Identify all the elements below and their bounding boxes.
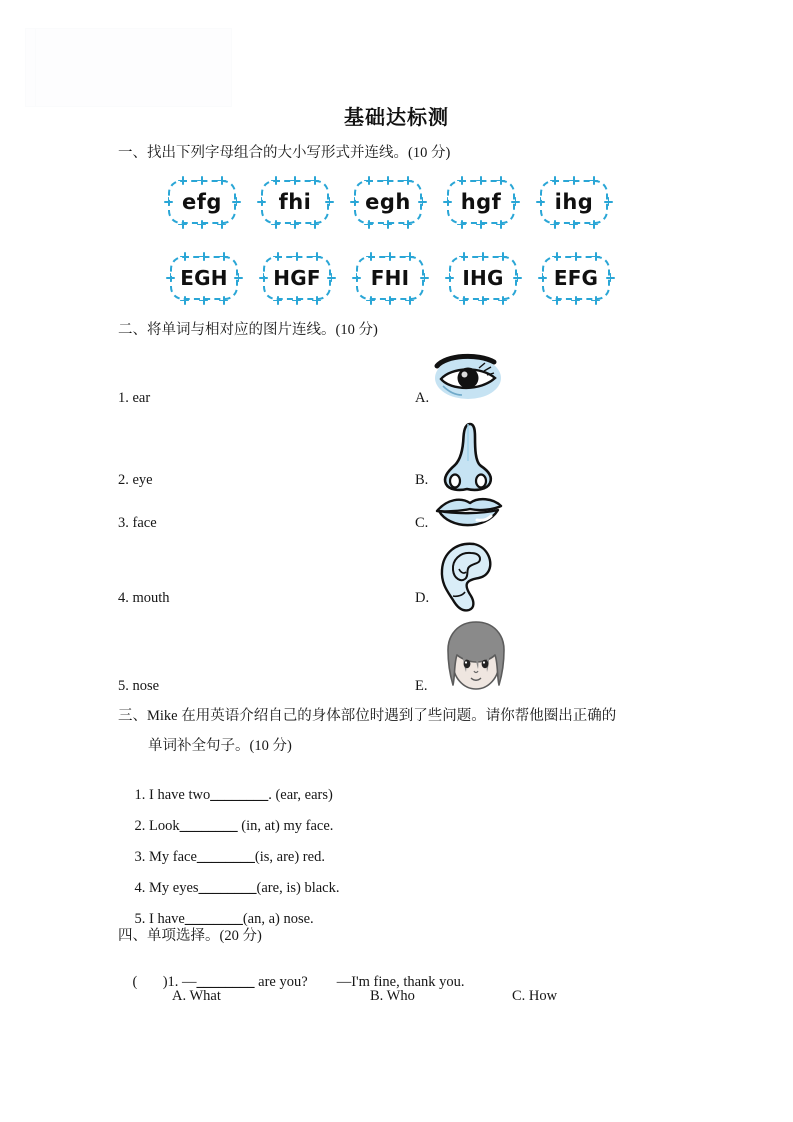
answer-blank[interactable]: ________ xyxy=(184,911,243,927)
sparkle-icon xyxy=(498,252,507,261)
sparkle-icon xyxy=(292,296,301,305)
sparkle-icon xyxy=(364,176,373,185)
sparkle-icon xyxy=(257,197,266,206)
sparkle-icon xyxy=(312,252,321,261)
stem-before: — xyxy=(182,974,197,990)
uppercase-card-3[interactable] xyxy=(356,256,424,300)
sparkle-icon xyxy=(290,176,299,185)
sparkle-icon xyxy=(496,220,505,229)
picture-label-d: D. xyxy=(415,590,430,606)
sparkle-icon xyxy=(180,296,189,305)
sparkle-icon xyxy=(310,176,319,185)
sparkle-icon xyxy=(457,220,466,229)
sparkle-icon xyxy=(178,220,187,229)
item-after: (is, are) red. xyxy=(254,849,325,865)
lowercase-card-3[interactable] xyxy=(354,180,422,224)
sparkle-icon xyxy=(445,273,454,282)
answer-blank[interactable]: ________ xyxy=(179,818,238,834)
option-a[interactable]: A. What xyxy=(172,988,221,1004)
lowercase-card-5[interactable] xyxy=(540,180,608,224)
sparkle-icon xyxy=(591,296,600,305)
section3-heading-line2: 单词补全句子。(10 分) xyxy=(148,738,292,754)
uppercase-card-5[interactable] xyxy=(542,256,610,300)
question-response: —I'm fine, thank you. xyxy=(336,974,465,990)
sparkle-icon xyxy=(552,252,561,261)
picture-label-e: E. xyxy=(415,678,428,694)
watermark-box xyxy=(25,28,232,107)
sparkle-icon xyxy=(271,220,280,229)
sparkle-icon xyxy=(459,252,468,261)
nose-picture xyxy=(437,421,499,498)
card-letters: HGF xyxy=(273,266,321,290)
sparkle-icon xyxy=(538,273,547,282)
sparkle-icon xyxy=(325,197,334,206)
option-b[interactable]: B. Who xyxy=(370,988,415,1004)
sparkle-icon xyxy=(312,296,321,305)
lowercase-card-4[interactable] xyxy=(447,180,515,224)
answer-blank[interactable]: ________ xyxy=(198,880,257,896)
option-c[interactable]: C. How xyxy=(512,988,558,1004)
eye-picture xyxy=(432,350,504,407)
uppercase-card-row xyxy=(170,256,610,300)
section1-heading: 一、找出下列字母组合的大小写形式并连线。(10 分) xyxy=(118,145,451,161)
card-letters: EFG xyxy=(553,266,599,290)
sparkle-icon xyxy=(199,296,208,305)
sparkle-icon xyxy=(219,252,228,261)
section3-heading-line1: 三、Mike 在用英语介绍自己的身体部位时遇到了些问题。请你帮他圈出正确的 xyxy=(118,708,617,724)
face-picture xyxy=(441,619,511,702)
sparkle-icon xyxy=(403,220,412,229)
item-after: (in, at) my face. xyxy=(237,818,334,834)
word-text: mouth xyxy=(132,590,170,606)
sparkle-icon xyxy=(197,176,206,185)
sparkle-icon xyxy=(366,296,375,305)
sparkle-icon xyxy=(352,273,361,282)
ear-picture xyxy=(434,540,498,619)
card-letters: efg xyxy=(182,190,222,214)
sparkle-icon xyxy=(232,197,241,206)
sparkle-icon xyxy=(259,273,268,282)
uppercase-card-2[interactable] xyxy=(263,256,331,300)
sparkle-icon xyxy=(219,296,228,305)
sparkle-icon xyxy=(178,176,187,185)
word-number: 5. xyxy=(118,678,129,694)
section2-heading: 二、将单词与相对应的图片连线。(10 分) xyxy=(118,322,378,338)
card-letters: EGH xyxy=(180,266,228,290)
sparkle-icon xyxy=(197,220,206,229)
sparkle-icon xyxy=(273,296,282,305)
sparkle-icon xyxy=(552,296,561,305)
item-number: 5. xyxy=(134,911,146,927)
word-item-4 xyxy=(118,590,170,607)
item-number: 3. xyxy=(134,849,146,865)
sparkle-icon xyxy=(403,176,412,185)
sparkle-icon xyxy=(606,273,615,282)
sparkle-icon xyxy=(513,273,522,282)
item-number: 2. xyxy=(134,818,146,834)
section4-heading: 四、单项选择。(20 分) xyxy=(118,928,262,944)
word-item-2 xyxy=(118,472,153,489)
sparkle-icon xyxy=(478,296,487,305)
word-text: ear xyxy=(132,390,151,406)
item-before: I have two xyxy=(149,787,211,803)
item-before: Look xyxy=(149,818,180,834)
sparkle-icon xyxy=(271,176,280,185)
item-number: 4. xyxy=(134,880,146,896)
word-item-5 xyxy=(118,678,159,695)
page-title: 基础达标测 xyxy=(344,105,449,129)
word-item-1 xyxy=(118,390,150,407)
sparkle-icon xyxy=(511,197,520,206)
sparkle-icon xyxy=(383,176,392,185)
word-text: nose xyxy=(132,678,160,694)
sparkle-icon xyxy=(199,252,208,261)
sparkle-icon xyxy=(591,252,600,261)
sparkle-icon xyxy=(385,252,394,261)
question-number: 1. xyxy=(167,974,179,990)
word-number: 4. xyxy=(118,590,129,606)
sparkle-icon xyxy=(350,197,359,206)
item-before: My eyes xyxy=(149,880,199,896)
picture-label-a: A. xyxy=(415,390,430,406)
picture-label-c: C. xyxy=(415,515,429,531)
sparkle-icon xyxy=(273,252,282,261)
answer-blank[interactable]: ________ xyxy=(210,787,269,803)
mouth-picture xyxy=(433,494,505,541)
word-text: eye xyxy=(132,472,153,488)
sparkle-icon xyxy=(536,197,545,206)
sparkle-icon xyxy=(217,220,226,229)
sparkle-icon xyxy=(180,252,189,261)
sparkle-icon xyxy=(459,296,468,305)
picture-label-b: B. xyxy=(415,472,429,488)
sparkle-icon xyxy=(217,176,226,185)
answer-bracket[interactable]: ( ) xyxy=(132,974,168,990)
item-after: (an, a) nose. xyxy=(242,911,314,927)
word-text: face xyxy=(132,515,157,531)
sparkle-icon xyxy=(550,220,559,229)
sparkle-icon xyxy=(292,252,301,261)
answer-blank[interactable]: ________ xyxy=(196,849,255,865)
sparkle-icon xyxy=(476,176,485,185)
card-letters: egh xyxy=(365,190,411,214)
word-number: 3. xyxy=(118,515,129,531)
stem-after: are you? xyxy=(254,974,308,990)
sparkle-icon xyxy=(457,176,466,185)
item-before: My face xyxy=(149,849,197,865)
sparkle-icon xyxy=(569,220,578,229)
sparkle-icon xyxy=(364,220,373,229)
sparkle-icon xyxy=(310,220,319,229)
item-number: 1. xyxy=(134,787,146,803)
lowercase-card-1[interactable] xyxy=(168,180,236,224)
card-letters: FHI xyxy=(370,266,410,290)
sparkle-icon xyxy=(604,197,613,206)
sparkle-icon xyxy=(166,273,175,282)
sparkle-icon xyxy=(476,220,485,229)
sparkle-icon xyxy=(405,252,414,261)
uppercase-card-1[interactable] xyxy=(170,256,238,300)
sparkle-icon xyxy=(550,176,559,185)
sparkle-icon xyxy=(420,273,429,282)
sparkle-icon xyxy=(383,220,392,229)
sparkle-icon xyxy=(589,176,598,185)
lowercase-card-row xyxy=(168,180,608,224)
watermark-box-divider xyxy=(35,29,36,106)
sparkle-icon xyxy=(571,296,580,305)
word-item-3 xyxy=(118,515,157,532)
card-letters: ihg xyxy=(554,190,594,214)
sparkle-icon xyxy=(443,197,452,206)
sparkle-icon xyxy=(164,197,173,206)
word-number: 1. xyxy=(118,390,129,406)
word-number: 2. xyxy=(118,472,129,488)
sparkle-icon xyxy=(366,252,375,261)
card-letters: fhi xyxy=(278,190,312,214)
answer-blank[interactable]: ________ xyxy=(196,974,255,990)
sparkle-icon xyxy=(327,273,336,282)
sparkle-icon xyxy=(418,197,427,206)
item-after: (are, is) black. xyxy=(256,880,340,896)
item-before: I have xyxy=(149,911,185,927)
sparkle-icon xyxy=(234,273,243,282)
sparkle-icon xyxy=(498,296,507,305)
sparkle-icon xyxy=(569,176,578,185)
lowercase-card-2[interactable] xyxy=(261,180,329,224)
sparkle-icon xyxy=(478,252,487,261)
sparkle-icon xyxy=(496,176,505,185)
sparkle-icon xyxy=(571,252,580,261)
uppercase-card-4[interactable] xyxy=(449,256,517,300)
sparkle-icon xyxy=(385,296,394,305)
card-letters: IHG xyxy=(462,266,504,290)
sparkle-icon xyxy=(290,220,299,229)
item-after: . (ear, ears) xyxy=(268,787,333,803)
sparkle-icon xyxy=(405,296,414,305)
sparkle-icon xyxy=(589,220,598,229)
card-letters: hgf xyxy=(460,190,502,214)
